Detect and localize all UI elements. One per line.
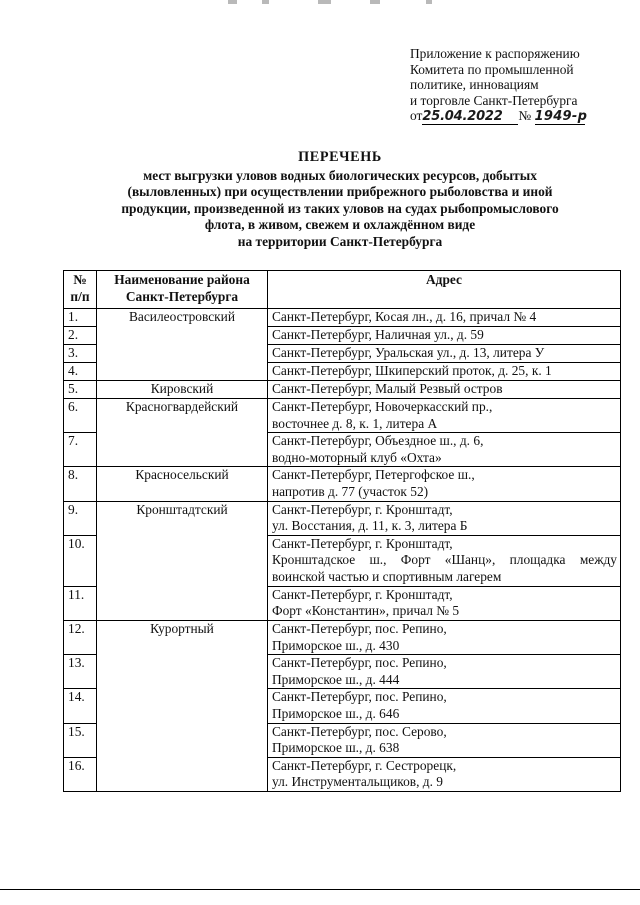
address-line: Санкт-Петербург, Наличная ул., д. 59: [272, 327, 484, 342]
address-cell: [268, 586, 621, 620]
address-cell: [268, 309, 621, 327]
address-cell: [268, 535, 621, 586]
row-number: 4.: [64, 363, 97, 381]
address-cell: [268, 757, 621, 791]
annex-line: политике, инновациям: [410, 77, 539, 93]
address-line: Приморское ш., д. 646: [272, 705, 400, 721]
row-number: 9.: [64, 501, 97, 535]
table-header-row: [64, 271, 621, 309]
annex-line: Комитета по промышленной: [410, 61, 574, 77]
address-line: Приморское ш., д. 430: [272, 637, 400, 653]
address-line: водно-моторный клуб «Охта»: [272, 449, 442, 465]
annex-date-line: [410, 108, 630, 125]
table-row: [64, 309, 621, 327]
locations-table: [63, 270, 621, 792]
address-cell: [268, 363, 621, 381]
address-line: ул. Инструментальщиков, д. 9: [272, 774, 443, 790]
heading-line: на территории Санкт-Петербурга: [237, 233, 443, 249]
address-cell: [268, 501, 621, 535]
address-line: Форт «Константин», причал № 5: [272, 603, 460, 619]
row-number: 16.: [64, 757, 97, 791]
address-line: Приморское ш., д. 638: [272, 740, 400, 756]
address-cell: [268, 620, 621, 654]
address-line: Санкт-Петербург, пос. Репино,: [272, 689, 447, 705]
address-line: Санкт-Петербург, г. Кронштадт,: [272, 501, 453, 517]
row-number: 13.: [64, 655, 97, 689]
row-number: 2.: [64, 327, 97, 345]
address-line: воинской частью и спортивным лагерем: [272, 568, 502, 584]
handwritten-number: 1949-р: [534, 109, 588, 125]
document-title: ПЕРЕЧЕНЬ: [298, 149, 382, 165]
address-line: Санкт-Петербург, Шкиперский проток, д. 25, к. 1: [272, 363, 552, 378]
district-cell: Красносельский: [97, 467, 268, 501]
header-num-line: п/п: [70, 288, 90, 304]
annex-line: Приложение к распоряжению: [410, 46, 580, 61]
header-num: [64, 271, 97, 309]
address-line: восточнее д. 8, к. 1, литера А: [272, 415, 438, 431]
heading-line: флота, в живом, свежем и охлаждённом виде: [204, 217, 476, 233]
address-line: Приморское ш., д. 444: [272, 671, 400, 687]
address-line: Санкт-Петербург, пос. Репино,: [272, 655, 447, 671]
scan-bottom-edge: [0, 889, 640, 890]
header-address: Адрес: [268, 271, 621, 309]
address-cell: [268, 399, 621, 433]
address-line: Кронштадское ш., Форт «Шанц», площадка между: [272, 552, 617, 568]
scan-artifact: [318, 0, 331, 4]
header-num-line: №: [73, 272, 87, 287]
address-cell: [268, 381, 621, 399]
table-row: [64, 381, 621, 399]
address-line: Санкт-Петербург, пос. Серово,: [272, 723, 447, 739]
row-number: 8.: [64, 467, 97, 501]
district-cell: Кировский: [97, 381, 268, 399]
annex-note: [410, 46, 630, 125]
header-district-line: Санкт-Петербурга: [125, 288, 239, 304]
row-number: 10.: [64, 535, 97, 586]
number-sign: №: [518, 108, 532, 124]
row-number: 1.: [64, 309, 97, 327]
row-number: 14.: [64, 689, 97, 723]
scan-artifact: [370, 0, 380, 4]
row-number: 12.: [64, 620, 97, 654]
row-number: 6.: [64, 399, 97, 433]
row-number: 11.: [64, 586, 97, 620]
header-district-line: Наименование района: [114, 272, 250, 287]
table-row: [64, 467, 621, 501]
row-number: 3.: [64, 345, 97, 363]
address-cell: [268, 433, 621, 467]
address-line: Санкт-Петербург, Малый Резвый остров: [272, 381, 503, 396]
address-line: Санкт-Петербург, г. Кронштадт,: [272, 586, 453, 602]
table-row: [64, 399, 621, 433]
table-row: [64, 620, 621, 654]
row-number: 5.: [64, 381, 97, 399]
annex-line: и торговле Санкт-Петербурга: [410, 92, 578, 108]
district-cell: Василеостровский: [97, 309, 268, 381]
address-line: Санкт-Петербург, г. Сестрорецк,: [272, 757, 457, 773]
date-prefix: от: [410, 108, 423, 124]
address-line: Санкт-Петербург, пос. Репино,: [272, 620, 447, 636]
address-line: ул. Восстания, д. 11, к. 3, литера Б: [272, 518, 468, 534]
district-cell: Красногвардейский: [97, 399, 268, 467]
header-district: [97, 271, 268, 309]
heading-line: мест выгрузки уловов водных биологических ресурсов, добытых: [143, 167, 537, 183]
scan-artifact: [228, 0, 237, 4]
scan-artifact: [262, 0, 269, 4]
row-number: 7.: [64, 433, 97, 467]
scan-artifact: [426, 0, 432, 4]
table-body: [64, 309, 621, 792]
address-line: напротив д. 77 (участок 52): [272, 483, 429, 499]
address-cell: [268, 689, 621, 723]
table-row: [64, 501, 621, 535]
address-line: Санкт-Петербург, Объездное ш., д. 6,: [272, 433, 484, 449]
district-cell: Курортный: [97, 620, 268, 791]
address-line: Санкт-Петербург, Уральская ул., д. 13, литера У: [272, 345, 545, 360]
district-cell: Кронштадтский: [97, 501, 268, 620]
address-line: Санкт-Петербург, Петергофское ш.,: [272, 467, 475, 483]
row-number: 15.: [64, 723, 97, 757]
address-cell: [268, 723, 621, 757]
address-line: Санкт-Петербург, г. Кронштадт,: [272, 535, 453, 551]
document-heading: [60, 149, 620, 251]
address-cell: [268, 655, 621, 689]
address-cell: [268, 345, 621, 363]
address-cell: [268, 467, 621, 501]
address-cell: [268, 327, 621, 345]
address-line: Санкт-Петербург, Новочеркасский пр.,: [272, 399, 493, 414]
address-line: Санкт-Петербург, Косая лн., д. 16, причал № 4: [272, 309, 537, 324]
handwritten-date: 25.04.2022: [422, 110, 518, 125]
heading-line: (выловленных) при осуществлении прибрежного рыболовства и иной: [127, 184, 553, 200]
heading-line: продукции, произведенной из таких уловов на судах рыбопромыслового: [121, 200, 559, 216]
